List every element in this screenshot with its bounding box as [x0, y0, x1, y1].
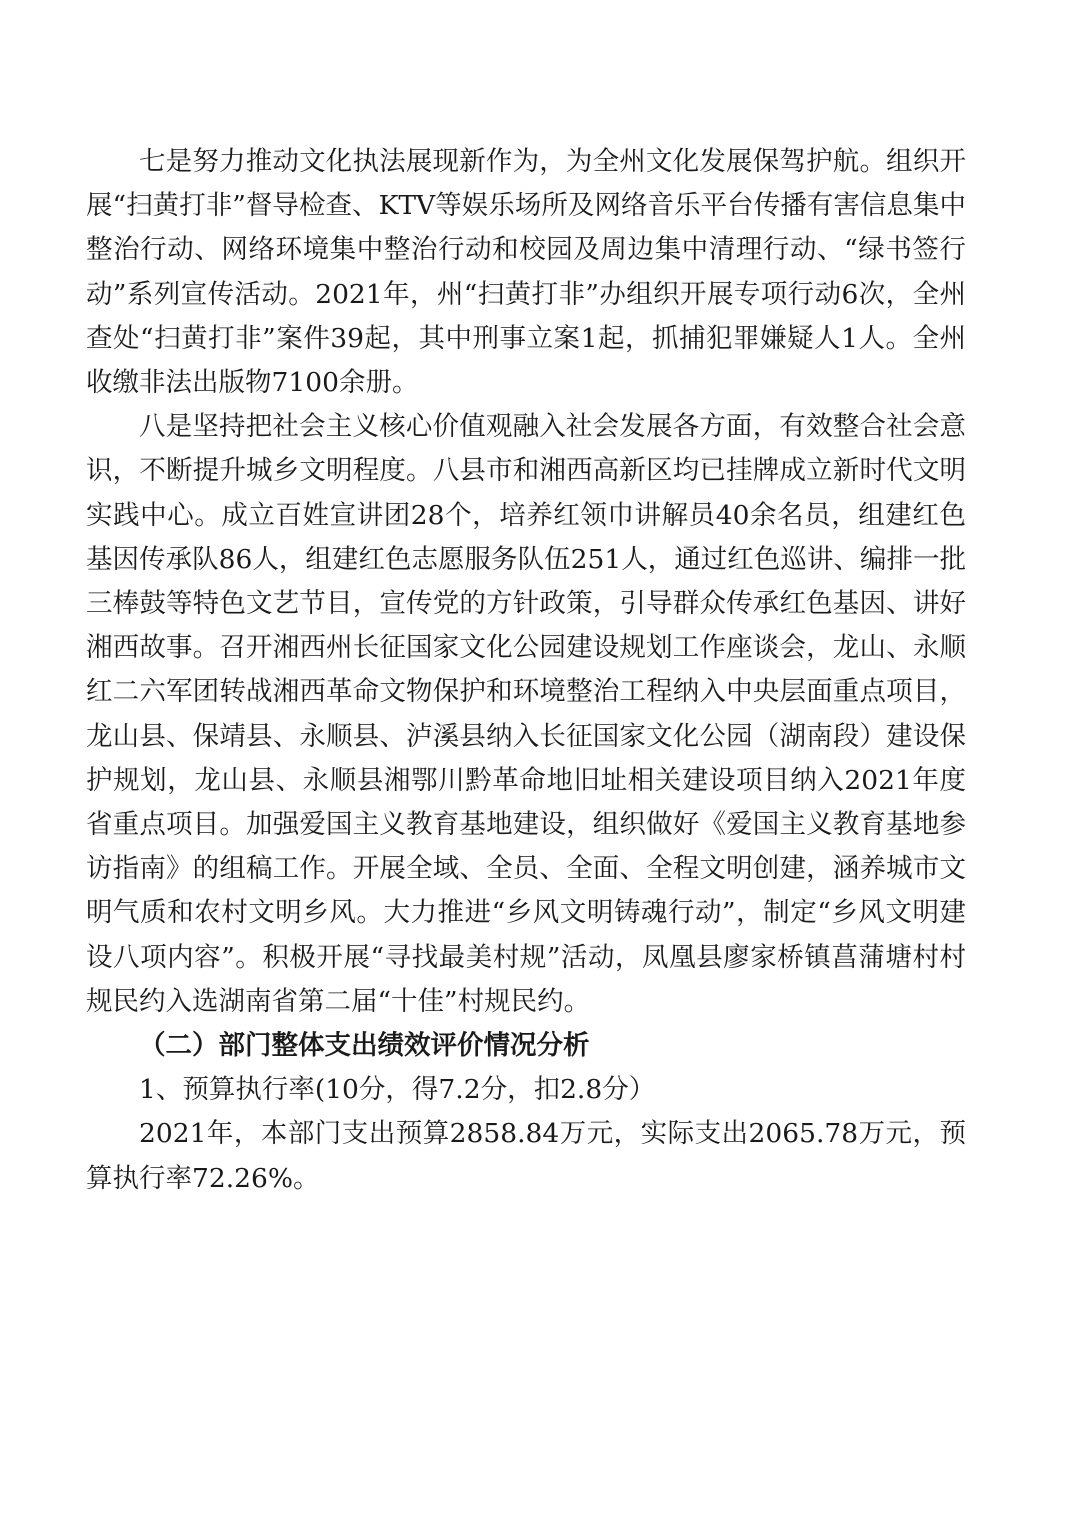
document-body — [86, 140, 966, 1201]
paragraph-budget-summary: 2021年，本部门支出预算2858.84万元，实际支出2065.78万元，预算执行率72.26%。 — [86, 1118, 966, 1194]
paragraph-cultural-enforcement: 七是努力推动文化执法展现新作为，为全州文化发展保驾护航。组织开展“扫黄打非”督导检查、KTV等娱乐场所及网络音乐平台传播有害信息集中整治行动、网络环境集中整治行动和校园及周边集中清理行动、“绿书签行动”系列宣传活动。2021年，州“扫黄打非”办组织开展专项行动6次，全州查处“扫黄打非”案件39起，其中刑事立案1起，抓捕犯罪嫌疑人1人。全州收缴非法出版物7100余册。 — [86, 146, 966, 399]
section-heading: （二）部门整体支出绩效评价情况分析 — [139, 1030, 590, 1062]
subheading-budget-execution: 1、预算执行率(10分，得7.2分，扣2.8分） — [139, 1074, 656, 1106]
paragraph-core-values: 八是坚持把社会主义核心价值观融入社会发展各方面，有效整合社会意识，不断提升城乡文明程度。八县市和湘西高新区均已挂牌成立新时代文明实践中心。成立百姓宣讲团28个，培养红领巾讲解员40余名员，组建红色基因传承队86人，组建红色志愿服务队伍251人，通过红色巡讲、编排一批三棒鼓等特色文艺节目，宣传党的方针政策，引导群众传承红色基因、讲好湘西故事。召开湘西州长征国家文化公园建设规划工作座谈会，龙山、永顺红二六军团转战湘西革命文物保护和环境整治工程纳入中央层面重点项目，龙山县、保靖县、永顺县、泸溪县纳入长征国家文化公园（湖南段）建设保护规划，龙山县、永顺县湘鄂川黔革命地旧址相关建设项目纳入2021年度省重点项目。加强爱国主义教育基地建设，组织做好《爱国主义教育基地参访指南》的组稿工作。开展全域、全员、全面、全程文明创建，涵养城市文明气质和农村文明乡风。大力推进“乡风文明铸魂行动”，制定“乡风文明建设八项内容”。积极开展“寻找最美村规”活动，凤凰县廖家桥镇菖蒲塘村村规民约入选湖南省第二届“十佳”村规民约。 — [86, 411, 966, 1017]
